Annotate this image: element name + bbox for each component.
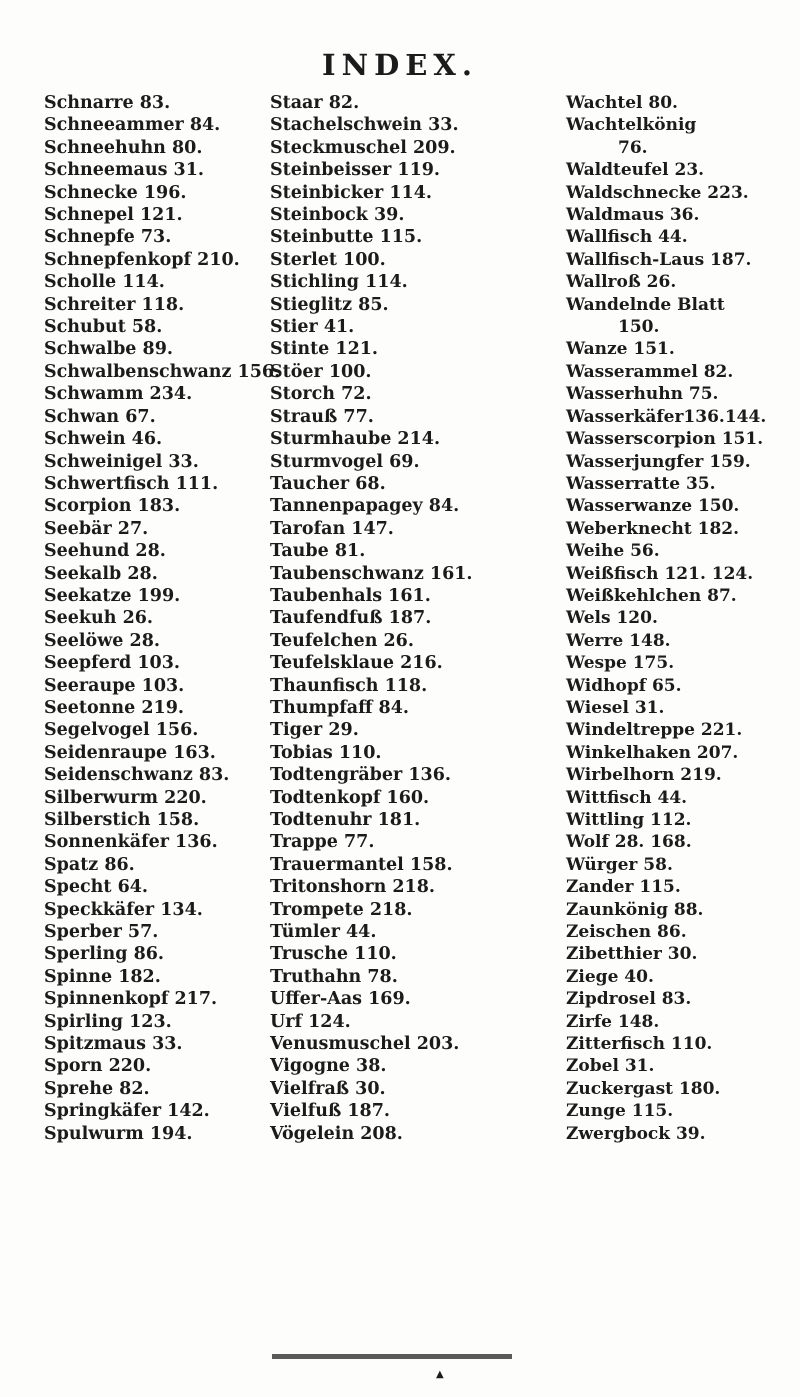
index-entry: Springkäfer 142. bbox=[44, 1101, 210, 1122]
index-entry: Ziege 40. bbox=[566, 966, 654, 987]
index-entry: Zirfe 148. bbox=[566, 1011, 660, 1032]
index-entry: Trauermantel 158. bbox=[270, 854, 453, 875]
index-entry: Steinbutte 115. bbox=[270, 227, 423, 248]
index-entry: Schneehuhn 80. bbox=[44, 137, 203, 158]
index-entry: Taucher 68. bbox=[270, 473, 386, 494]
index-entry: Strauß 77. bbox=[270, 406, 374, 427]
page-header: INDEX. bbox=[322, 48, 478, 82]
index-entry: Zuckergast 180. bbox=[566, 1078, 721, 1099]
index-entry: Wasserjungfer 159. bbox=[566, 451, 751, 472]
index-entry: Silberwurm 220. bbox=[44, 787, 207, 808]
index-entry: Seehund 28. bbox=[44, 541, 166, 562]
index-entry: Widhopf 65. bbox=[566, 675, 682, 696]
index-entry: Spinnenkopf 217. bbox=[44, 989, 218, 1010]
index-entry: Stieglitz 85. bbox=[270, 294, 389, 315]
index-entry: Schubut 58. bbox=[44, 317, 163, 338]
index-entry: Wittling 112. bbox=[566, 810, 692, 830]
index-entry: Spulwurm 194. bbox=[44, 1123, 193, 1144]
index-entry: Taube 81. bbox=[270, 541, 366, 562]
index-entry: Wallroß 26. bbox=[566, 272, 677, 293]
index-column-2 bbox=[270, 92, 540, 1145]
index-entry: Taubenschwanz 161. bbox=[270, 563, 473, 584]
index-entry: Schreiter 118. bbox=[44, 294, 185, 315]
index-entry: Schwertfisch 111. bbox=[44, 473, 219, 494]
index-entry: Waldmaus 36. bbox=[566, 205, 700, 226]
index-entry: Schwalbenschwanz 156. bbox=[44, 361, 281, 382]
index-entry: Seekatze 199. bbox=[44, 585, 181, 606]
index-entry: Waldschnecke 223. bbox=[566, 182, 749, 203]
index-entry: Wiesel 31. bbox=[566, 697, 665, 718]
index-entry: Weißfisch 121. 124. bbox=[566, 563, 754, 584]
index-entry: Wittfisch 44. bbox=[566, 787, 688, 808]
index-entry: Zipdrosel 83. bbox=[566, 989, 692, 1010]
index-entry: Schneeammer 84. bbox=[44, 115, 221, 136]
index-entry: Silberstich 158. bbox=[44, 810, 200, 830]
index-entry: Seidenschwanz 83. bbox=[44, 765, 230, 786]
index-entry: Zibetthier 30. bbox=[566, 944, 698, 965]
index-entry: Seeraupe 103. bbox=[44, 675, 185, 696]
index-entry: Wespe 175. bbox=[566, 653, 675, 674]
index-entry: Windeltreppe 221. bbox=[566, 720, 743, 741]
index-entry: Schneemaus 31. bbox=[44, 160, 204, 181]
index-entry: Vögelein 208. bbox=[270, 1123, 403, 1144]
index-entry: Seelöwe 28. bbox=[44, 630, 160, 651]
index-entry: Sperling 86. bbox=[44, 944, 165, 965]
index-entry: Zunge 115. bbox=[566, 1101, 674, 1122]
index-entry: Spitzmaus 33. bbox=[44, 1034, 183, 1055]
index-entry: Uffer-Aas 169. bbox=[270, 989, 411, 1010]
index-entry: Seetonne 219. bbox=[44, 697, 184, 718]
index-entry: Werre 148. bbox=[566, 630, 671, 651]
index-entry: Vielfraß 30. bbox=[270, 1078, 386, 1099]
index-entry: Segelvogel 156. bbox=[44, 720, 199, 741]
index-entry: Trusche 110. bbox=[270, 944, 397, 965]
index-entry: Zwergbock 39. bbox=[566, 1123, 706, 1144]
index-entry: Sporn 220. bbox=[44, 1056, 152, 1077]
index-entry: Todtengräber 136. bbox=[270, 765, 451, 786]
index-entry: Steinbock 39. bbox=[270, 205, 405, 226]
index-entry: Sturmhaube 214. bbox=[270, 429, 441, 450]
index-entry: Seidenraupe 163. bbox=[44, 742, 216, 763]
index-entry: Seekuh 26. bbox=[44, 608, 154, 629]
index-entry: Wandelnde Blatt bbox=[566, 294, 725, 315]
index-entry: Stier 41. bbox=[270, 317, 355, 338]
index-entry: Schwan 67. bbox=[44, 406, 156, 427]
index-entry: Wachtelkönig bbox=[566, 115, 697, 136]
index-entry: Truthahn 78. bbox=[270, 966, 398, 987]
index-entry: Spinne 182. bbox=[44, 966, 161, 987]
index-entry: Seebär 27. bbox=[44, 518, 149, 539]
index-entry: Wasserhuhn 75. bbox=[566, 384, 719, 405]
index-entry: Zobel 31. bbox=[566, 1056, 655, 1077]
index-entry: Todtenuhr 181. bbox=[270, 810, 421, 830]
index-entry: Wirbelhorn 219. bbox=[566, 765, 722, 786]
index-entry: Zitterfisch 110. bbox=[566, 1034, 713, 1055]
index-entry: Vielfuß 187. bbox=[270, 1101, 390, 1122]
index-entry: Zaunkönig 88. bbox=[566, 899, 704, 920]
index-entry: Stöer 100. bbox=[270, 361, 372, 382]
index-entry: Seekalb 28. bbox=[44, 563, 158, 584]
index-entry: Stichling 114. bbox=[270, 272, 408, 293]
index-entry: Wanze 151. bbox=[566, 339, 675, 360]
index-entry: Scholle 114. bbox=[44, 272, 165, 293]
index-entry: Schnecke 196. bbox=[44, 182, 187, 203]
index-entry: Tobias 110. bbox=[270, 742, 382, 763]
index-entry: Schnepel 121. bbox=[44, 205, 183, 226]
index-entry: Zander 115. bbox=[566, 877, 681, 898]
index-entry: Sonnenkäfer 136. bbox=[44, 832, 218, 853]
index-entry: Wallfisch 44. bbox=[566, 227, 688, 248]
index-entry: Tannenpapagey 84. bbox=[270, 496, 460, 517]
index-entry: Wels 120. bbox=[566, 608, 658, 629]
index-entry: Staar 82. bbox=[270, 93, 360, 113]
index-entry: Thumpfaff 84. bbox=[270, 697, 409, 718]
index-entry: Steinbicker 114. bbox=[270, 182, 432, 203]
index-entry: Steckmuschel 209. bbox=[270, 137, 456, 158]
index-entry: Thaunfisch 118. bbox=[270, 675, 428, 696]
index-entry: Sperber 57. bbox=[44, 922, 159, 943]
index-entry-continuation: 76. bbox=[618, 137, 648, 158]
index-entry: Teufelchen 26. bbox=[270, 630, 414, 651]
index-entry: Wachtel 80. bbox=[566, 93, 678, 113]
index-entry: Wasserammel 82. bbox=[566, 361, 734, 382]
index-entry: Seepferd 103. bbox=[44, 653, 180, 674]
index-entry: Wallfisch-Laus 187. bbox=[566, 249, 752, 270]
index-entry: Steinbeisser 119. bbox=[270, 160, 441, 181]
index-entry: Sterlet 100. bbox=[270, 249, 386, 270]
bottom-rule bbox=[272, 1354, 512, 1359]
index-entry: Schnepfe 73. bbox=[44, 227, 172, 248]
index-entry: Tiger 29. bbox=[270, 720, 359, 741]
index-entry: Schnarre 83. bbox=[44, 93, 171, 113]
index-entry: Waldteufel 23. bbox=[566, 160, 705, 181]
index-entry: Vigogne 38. bbox=[270, 1056, 387, 1077]
index-entry: Venusmuschel 203. bbox=[270, 1034, 460, 1055]
index-entry: Tritonshorn 218. bbox=[270, 877, 436, 898]
index-entry: Schweinigel 33. bbox=[44, 451, 199, 472]
index-entry: Trompete 218. bbox=[270, 899, 413, 920]
index-entry: Stinte 121. bbox=[270, 339, 379, 360]
index-entry: Weberknecht 182. bbox=[566, 518, 740, 539]
index-entry: Tümler 44. bbox=[270, 922, 377, 943]
index-entry: Sprehe 82. bbox=[44, 1078, 150, 1099]
index-entry: Specht 64. bbox=[44, 877, 149, 898]
index-entry: Urf 124. bbox=[270, 1011, 351, 1032]
index-entry: Stachelschwein 33. bbox=[270, 115, 459, 136]
index-entry: Schwalbe 89. bbox=[44, 339, 173, 360]
index-column-3 bbox=[566, 92, 800, 1145]
index-entry: Schwein 46. bbox=[44, 429, 163, 450]
index-entry: Taubenhals 161. bbox=[270, 585, 431, 606]
index-entry: Winkelhaken 207. bbox=[566, 742, 739, 763]
index-entry: Trappe 77. bbox=[270, 832, 375, 853]
index-entry: Tarofan 147. bbox=[270, 518, 394, 539]
index-entry: Storch 72. bbox=[270, 384, 372, 405]
index-entry: Zeischen 86. bbox=[566, 922, 687, 943]
index-entry: Wolf 28. 168. bbox=[566, 832, 692, 853]
index-entry: Schnepfenkopf 210. bbox=[44, 249, 240, 270]
index-entry: Schwamm 234. bbox=[44, 384, 193, 405]
index-entry: Wasserwanze 150. bbox=[566, 496, 740, 517]
index-entry: Sturmvogel 69. bbox=[270, 451, 420, 472]
page-mark-icon: ▲ bbox=[436, 1369, 444, 1380]
index-entry: Todtenkopf 160. bbox=[270, 787, 430, 808]
index-entry: Scorpion 183. bbox=[44, 496, 181, 517]
index-entry: Weihe 56. bbox=[566, 541, 660, 562]
index-column-1 bbox=[44, 92, 280, 1145]
index-entry: Speckkäfer 134. bbox=[44, 899, 203, 920]
index-entry: Weißkehlchen 87. bbox=[566, 585, 737, 606]
index-entry: Würger 58. bbox=[566, 854, 673, 875]
index-entry: Spirling 123. bbox=[44, 1011, 172, 1032]
index-entry: Wasserratte 35. bbox=[566, 473, 716, 494]
index-entry: Teufelsklaue 216. bbox=[270, 653, 443, 674]
index-entry: Taufendfuß 187. bbox=[270, 608, 432, 629]
index-entry-continuation: 150. bbox=[618, 317, 660, 338]
index-entry: Wasserkäfer136.144. bbox=[566, 406, 767, 427]
index-entry: Spatz 86. bbox=[44, 854, 135, 875]
index-entry: Wasserscorpion 151. bbox=[566, 429, 764, 450]
